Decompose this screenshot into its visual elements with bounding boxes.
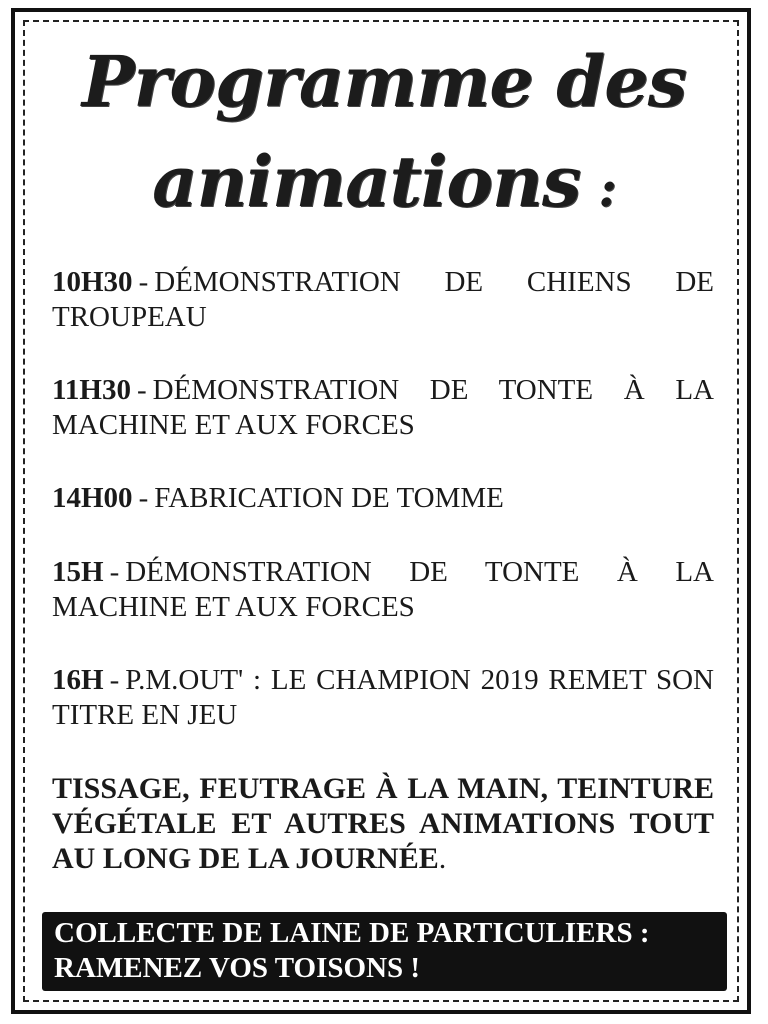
title-line-2	[0, 140, 768, 231]
schedule-time: 10H30	[52, 266, 133, 298]
title-line-1	[0, 40, 768, 124]
schedule-time: 15H	[52, 556, 104, 588]
activities-paragraph	[52, 771, 714, 876]
schedule-text: DÉMONSTRATION DE TONTE À LA MACHINE ET AUX FORCES	[52, 374, 714, 441]
schedule-separator: -	[136, 374, 147, 406]
activities-text: TISSAGE, FEUTRAGE À LA MAIN, TEINTURE VÉGÉTALE ET AUTRES ANIMATIONS TOUT AU LONG DE LA JOURNÉE	[52, 772, 714, 875]
wool-collection-banner	[42, 912, 727, 991]
title-text-2: animations	[152, 140, 581, 223]
schedule-separator: -	[138, 482, 149, 514]
schedule-time: 16H	[52, 664, 104, 696]
schedule-text: DÉMONSTRATION DE TONTE À LA MACHINE ET AUX FORCES	[52, 556, 714, 623]
schedule-time: 14H00	[52, 482, 133, 514]
schedule-item-1400	[52, 481, 714, 516]
schedule-item-15h	[52, 555, 714, 625]
schedule-time: 11H30	[52, 374, 131, 406]
activities-end: .	[438, 842, 447, 875]
schedule-text: FABRICATION DE TOMME	[154, 482, 504, 514]
schedule-separator: -	[109, 664, 120, 696]
schedule-text: DÉMONSTRATION DE CHIENS DE TROUPEAU	[52, 266, 714, 333]
schedule-text: P.M.OUT' : LE CHAMPION 2019 REMET SON TITRE EN JEU	[52, 664, 714, 731]
schedule-separator: -	[109, 556, 120, 588]
schedule-separator: -	[138, 266, 149, 298]
title-text-1: Programme des	[81, 40, 687, 123]
schedule-item-1030	[52, 265, 714, 335]
banner-line-1: COLLECTE DE LAINE DE PARTICULIERS :	[54, 917, 650, 949]
schedule-item-16h	[52, 663, 714, 733]
banner-line-2: RAMENEZ VOS TOISONS !	[54, 952, 421, 984]
schedule-item-1130	[52, 373, 714, 443]
title-colon: :	[598, 159, 616, 218]
